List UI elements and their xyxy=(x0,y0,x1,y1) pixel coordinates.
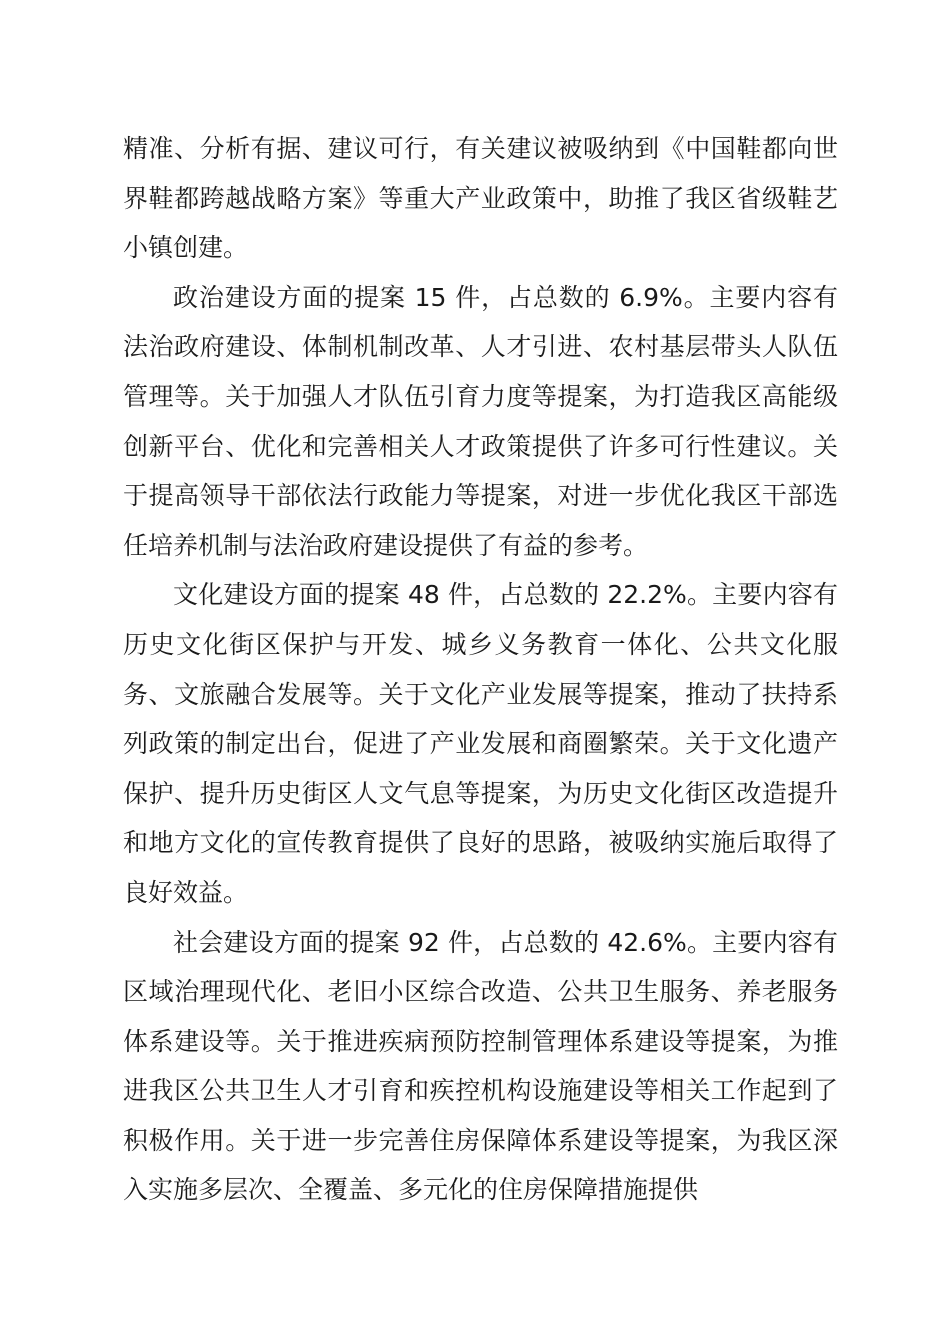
body-text xyxy=(123,124,838,1215)
paragraph-cultural-construction: 文化建设方面的提案 48 件，占总数的 22.2%。主要内容有历史文化街区保护与开发、城乡义务教育一体化、公共文化服务、文旅融合发展等。关于文化产业发展等提案，推动了扶持系列政策的制定出台，促进了产业发展和商圈繁荣。关于文化遗产保护、提升历史街区人文气息等提案，为历史文化街区改造提升和地方文化的宣传教育提供了良好的思路，被吸纳实施后取得了良好效益。 xyxy=(123,580,838,907)
paragraph-social-construction: 社会建设方面的提案 92 件，占总数的 42.6%。主要内容有区域治理现代化、老旧小区综合改造、公共卫生服务、养老服务体系建设等。关于推进疾病预防控制管理体系建设等提案，为推进我区公共卫生人才引育和疾控机构设施建设等相关工作起到了积极作用。关于进一步完善住房保障体系建设等提案，为我区深入实施多层次、全覆盖、多元化的住房保障措施提供 xyxy=(123,927,838,1205)
paragraph-continuation: 精准、分析有据、建议可行，有关建议被吸纳到《中国鞋都向世界鞋都跨越战略方案》等重大产业政策中，助推了我区省级鞋艺小镇创建。 xyxy=(123,134,838,263)
paragraph-political-construction: 政治建设方面的提案 15 件，占总数的 6.9%。主要内容有法治政府建设、体制机制改革、人才引进、农村基层带头人队伍管理等。关于加强人才队伍引育力度等提案，为打造我区高能级创新平台、优化和完善相关人才政策提供了许多可行性建议。关于提高领导干部依法行政能力等提案，对进一步优化我区干部选任培养机制与法治政府建设提供了有益的参考。 xyxy=(123,282,838,560)
